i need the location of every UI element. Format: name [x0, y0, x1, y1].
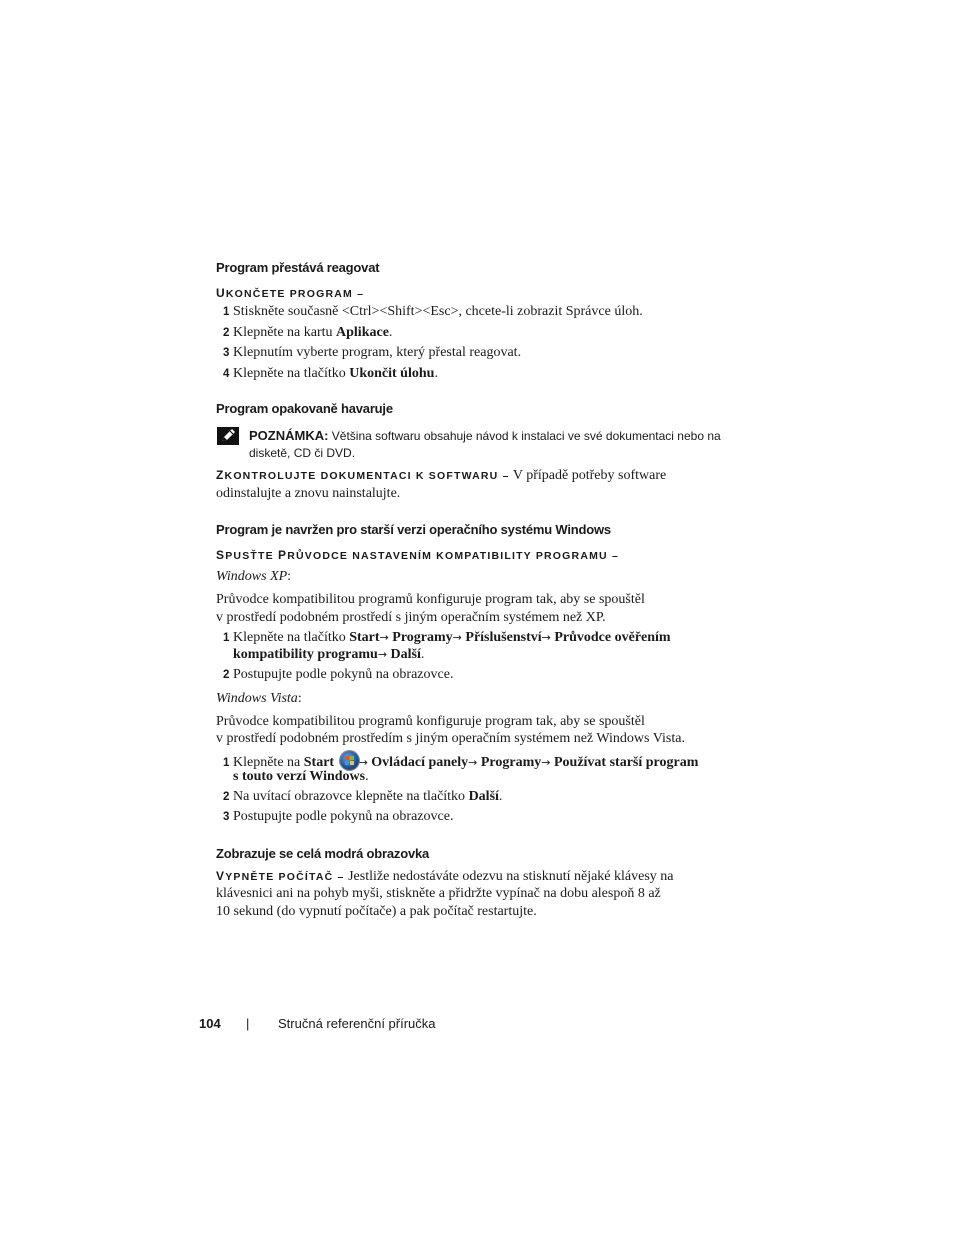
body-text: v prostředí podobném prostředím s jiným operačním systémem než Windows Vista.: [216, 731, 685, 746]
list-item: 2 Na uvítací obrazovce klepněte na tlačítko Další.: [223, 789, 503, 804]
body-text: v prostředí podobném prostředí s jiným operačním systémem než XP.: [216, 610, 606, 625]
list-item: 4 Klepněte na tlačítko Ukončit úlohu.: [223, 366, 438, 381]
footer-title: Stručná referenční příručka: [278, 1016, 436, 1031]
list-item-continued: s touto verzí Windows.: [233, 769, 369, 784]
list-item: 1 Stiskněte současně <Ctrl><Shift><Esc>, chcete-li zobrazit Správce úloh.: [223, 304, 643, 319]
action-check-docs: ZKONTROLUJTE DOKUMENTACI K SOFTWARU – V případě potřeby software: [216, 468, 667, 483]
action-run-compat-wizard: SPUSŤTE PRŮVODCE NASTAVENÍM KOMPATIBILITY PROGRAMU –: [216, 548, 620, 562]
list-item: 2 Klepněte na kartu Aplikace.: [223, 325, 393, 340]
list-item: 1 Klepněte na Start → Ovládací panely→ Programy→ Používat starší program: [223, 751, 698, 771]
windows-start-icon: [340, 751, 359, 770]
heading-older-windows: Program je navržen pro starší verzi operačního systému Windows: [216, 522, 611, 537]
body-text: 10 sekund (do vypnutí počítače) a pak počítač restartujte.: [216, 904, 537, 919]
list-item: 3 Postupujte podle pokynů na obrazovce.: [223, 809, 454, 824]
label-windows-xp: Windows XP:: [216, 569, 292, 584]
list-item: 3 Klepnutím vyberte program, který přestal reagovat.: [223, 345, 522, 360]
list-item: 2 Postupujte podle pokynů na obrazovce.: [223, 667, 454, 682]
body-text: Průvodce kompatibilitou programů konfiguruje program tak, aby se spouštěl: [216, 714, 645, 729]
body-text: klávesnici ani na pohyb myši, stiskněte a přidržte vypínač na dobu alespoň 8 až: [216, 886, 661, 901]
body-text: Průvodce kompatibilitou programů konfiguruje program tak, aby se spouštěl: [216, 592, 645, 607]
note-line-1: POZNÁMKA: Většina softwaru obsahuje návod k instalaci ve své dokumentaci nebo na: [249, 428, 721, 443]
page-number: 104: [199, 1016, 221, 1031]
label-windows-vista: Windows Vista:: [216, 691, 302, 706]
footer-separator: |: [246, 1016, 250, 1031]
heading-program-crashes: Program opakovaně havaruje: [216, 401, 393, 416]
action-turn-off: VYPNĚTE POČÍTAČ – Jestliže nedostáváte odezvu na stisknutí nějaké klávesy na: [216, 869, 674, 884]
note-line-2: disketě, CD či DVD.: [249, 446, 356, 460]
heading-program-not-responding: Program přestává reagovat: [216, 260, 380, 275]
body-text: odinstalujte a znovu nainstalujte.: [216, 486, 401, 501]
action-end-program: UKONČETE PROGRAM –: [216, 286, 365, 300]
heading-blue-screen: Zobrazuje se celá modrá obrazovka: [216, 846, 430, 861]
note-pencil-icon: [217, 427, 239, 445]
list-item: 1 Klepněte na tlačítko Start→ Programy→ Příslušenství→ Průvodce ověřením: [223, 630, 671, 645]
list-item-continued: kompatibility programu→ Další.: [233, 647, 425, 662]
